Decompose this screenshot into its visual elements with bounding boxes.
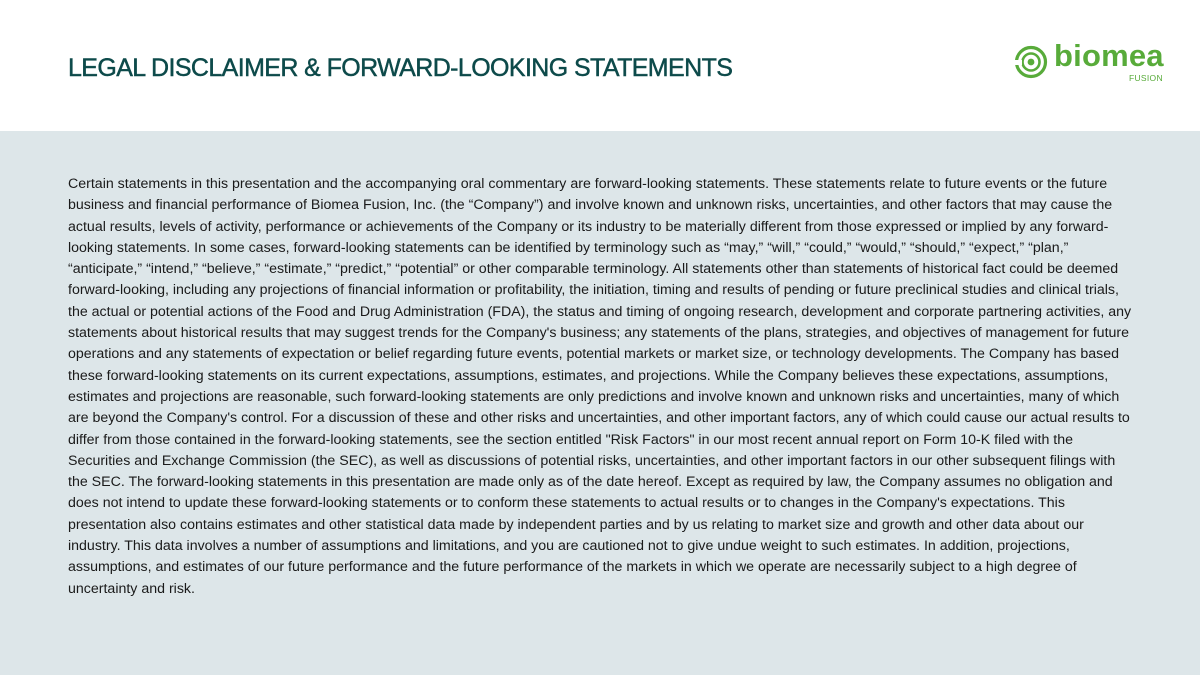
slide-header: [0, 0, 1200, 131]
biomea-logo-icon: [1014, 45, 1050, 81]
disclaimer-panel: [0, 131, 1200, 675]
disclaimer-text: Certain statements in this presentation and the accompanying oral commentary are forward-looking statements. These statements relate to future events or the future business and financial performance of Biomea Fusion, Inc. (the “Company”) and involve known and unknown risks, uncertainties, and other factors that may cause the actual results, levels of activity, performance or achievements of the Company or its industry to be materially different from those expressed or implied by any forward-looking statements. In some cases, forward-looking statements can be identified by terminology such as “may,” “will,” “could,” “would,” “should,” “expect,” “plan,” “anticipate,” “intend,” “believe,” “estimate,” “predict,” “potential” or other comparable terminology. All statements other than statements of historical fact could be deemed forward-looking, including any projections of financial information or profitability, the initiation, timing and results of pending or future preclinical studies and clinical trials, the actual or potential actions of the Food and Drug Administration (FDA), the status and timing of ongoing research, development and corporate partnering activities, any statements about historical results that may suggest trends for the Company's business; any statements of the plans, strategies, and objectives of management for future operations and any statements of expectation or belief regarding future events, potential markets or market size, or technology developments. The Company has based these forward-looking statements on its current expectations, assumptions, estimates, and projections. While the Company believes these expectations, assumptions, estimates and projections are reasonable, such forward-looking statements are only predictions and involve known and unknown risks and uncertainties, many of which are beyond the Company's control. For a discussion of these and other risks and uncertainties, and other important factors, any of which could cause our actual results to differ from those contained in the forward-looking statements, see the section entitled "Risk Factors" in our most recent annual report on Form 10-K filed with the Securities and Exchange Commission (the SEC), as well as discussions of potential risks, uncertainties, and other important factors in our other subsequent filings with the SEC. The forward-looking statements in this presentation are made only as of the date hereof. Except as required by law, the Company assumes no obligation and does not intend to update these forward-looking statements or to conform these statements to actual results or to changes in the Company's expectations. This presentation also contains estimates and other statistical data made by independent parties and by us relating to market size and growth and other data about our industry. This data involves a number of assumptions and limitations, and you are cautioned not to give undue weight to such estimates. In addition, projections, assumptions, and estimates of our future performance and the future performance of the markets in which we operate are necessarily subject to a high degree of uncertainty and risk.: [68, 176, 1132, 597]
logo-wordmark: biomea: [1054, 38, 1164, 73]
logo-subtext: FUSION: [1129, 73, 1163, 83]
slide-title: LEGAL DISCLAIMER & FORWARD-LOOKING STATEMENTS: [68, 54, 733, 82]
company-logo: [1014, 38, 1174, 88]
